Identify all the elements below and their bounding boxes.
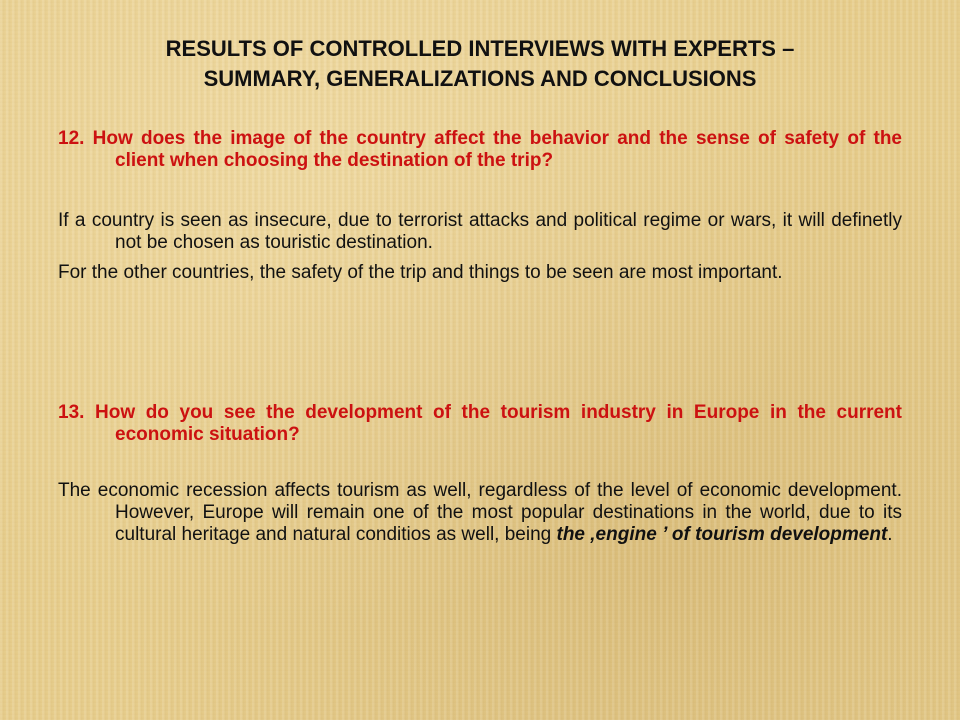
- question-13: 13. How do you see the development of the tourism industry in Europe in the current economic situation?: [58, 402, 902, 445]
- slide-title: [40, 34, 920, 94]
- question-12: 12. How does the image of the country affect the behavior and the sense of safety of the client when choosing the destination of the trip?: [58, 128, 902, 171]
- answer-13-text: The economic recession affects tourism as well, regardless of the level of economic development. However, Europe will remain one of the most popular destinations in the world, due to its cultural heritage and natural conditios as well, being: [58, 480, 902, 545]
- title-line-2: SUMMARY, GENERALIZATIONS AND CONCLUSIONS: [203, 66, 757, 91]
- answer-12-paragraph-1: If a country is seen as insecure, due to terrorist attacks and political regime or wars, it will definetly not be chosen as touristic destination.: [58, 210, 902, 253]
- answer-12-paragraph-2: For the other countries, the safety of the trip and things to be seen are most important.: [58, 262, 783, 283]
- answer-13-paragraph: [58, 480, 902, 546]
- answer-13-emphasis: the ‚engine ’ of tourism development: [556, 524, 888, 545]
- title-line-1: RESULTS OF CONTROLLED INTERVIEWS WITH EXPERTS –: [165, 36, 795, 61]
- answer-13-end: .: [887, 524, 893, 545]
